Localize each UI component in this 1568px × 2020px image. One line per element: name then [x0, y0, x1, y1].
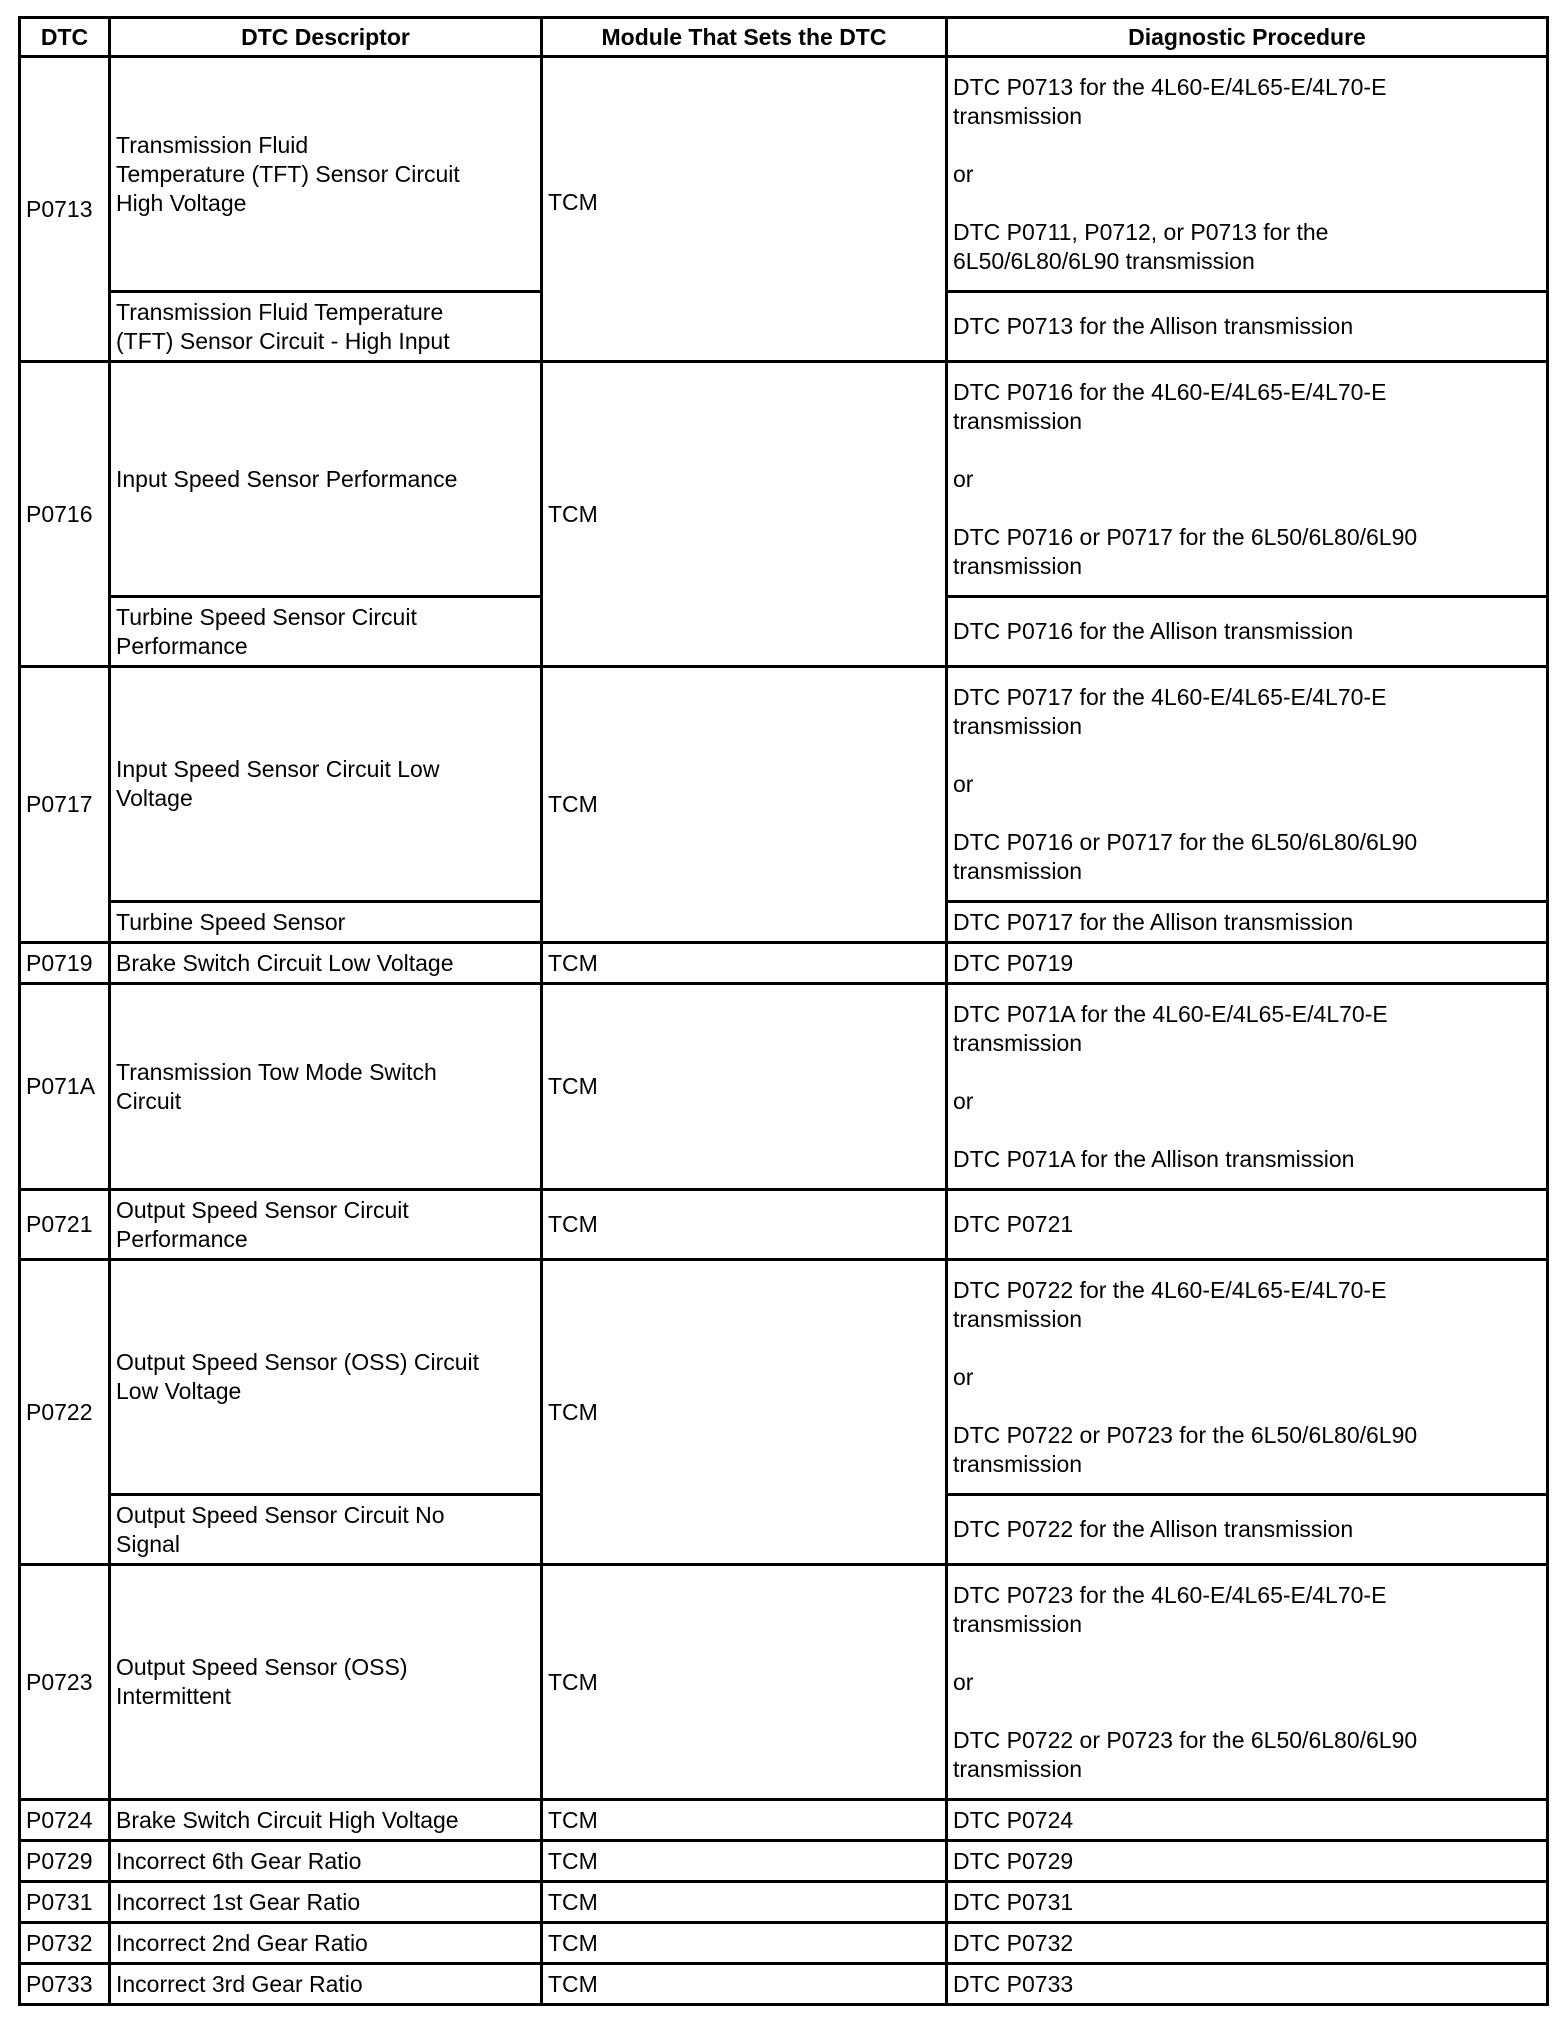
- dtc-code: P0732: [20, 1923, 110, 1964]
- module: TCM: [542, 667, 947, 943]
- dtc-code: P0717: [20, 667, 110, 943]
- dtc-code: P0713: [20, 57, 110, 362]
- header-dtc: DTC: [20, 18, 110, 57]
- module: TCM: [542, 1800, 947, 1841]
- diagnostic-procedure: DTC P0713 for the Allison transmission: [947, 292, 1548, 362]
- header-procedure: Diagnostic Procedure: [947, 18, 1548, 57]
- dtc-code: P0731: [20, 1882, 110, 1923]
- diagnostic-procedure: DTC P0729: [947, 1841, 1548, 1882]
- dtc-descriptor: Turbine Speed Sensor: [110, 902, 542, 943]
- diagnostic-procedure: DTC P0733: [947, 1964, 1548, 2005]
- table-row: [20, 1565, 1548, 1800]
- module: TCM: [542, 1190, 947, 1260]
- table-row: [20, 1841, 1548, 1882]
- dtc-descriptor: Transmission Fluid Temperature (TFT) Sensor Circuit - High Input: [110, 292, 542, 362]
- module: TCM: [542, 57, 947, 362]
- dtc-code: P0729: [20, 1841, 110, 1882]
- diagnostic-procedure: DTC P0719: [947, 943, 1548, 984]
- dtc-descriptor: Incorrect 3rd Gear Ratio: [110, 1964, 542, 2005]
- dtc-descriptor: Brake Switch Circuit Low Voltage: [110, 943, 542, 984]
- dtc-code: P0721: [20, 1190, 110, 1260]
- diagnostic-procedure: DTC P0723 for the 4L60-E/4L65-E/4L70-E transmission or DTC P0722 or P0723 for the 6L50/6L80/6L90 transmission: [947, 1565, 1548, 1800]
- diagnostic-procedure: DTC P0717 for the 4L60-E/4L65-E/4L70-E transmission or DTC P0716 or P0717 for the 6L50/6L80/6L90 transmission: [947, 667, 1548, 902]
- table-row: [20, 943, 1548, 984]
- table-row: [20, 667, 1548, 902]
- diagnostic-procedure: DTC P0724: [947, 1800, 1548, 1841]
- table-header-row: [20, 18, 1548, 57]
- module: TCM: [542, 943, 947, 984]
- module: TCM: [542, 362, 947, 667]
- table-row: [20, 1882, 1548, 1923]
- dtc-code: P0722: [20, 1260, 110, 1565]
- dtc-code: P0733: [20, 1964, 110, 2005]
- header-descriptor: DTC Descriptor: [110, 18, 542, 57]
- dtc-descriptor: Output Speed Sensor (OSS) Intermittent: [110, 1565, 542, 1800]
- module: TCM: [542, 1882, 947, 1923]
- dtc-descriptor: Turbine Speed Sensor Circuit Performance: [110, 597, 542, 667]
- table-row: [20, 362, 1548, 597]
- diagnostic-procedure: DTC P0722 for the Allison transmission: [947, 1495, 1548, 1565]
- diagnostic-procedure: DTC P0716 for the Allison transmission: [947, 597, 1548, 667]
- diagnostic-procedure: DTC P0713 for the 4L60-E/4L65-E/4L70-E transmission or DTC P0711, P0712, or P0713 for the 6L50/6L80/6L90 transmission: [947, 57, 1548, 292]
- dtc-descriptor: Input Speed Sensor Performance: [110, 362, 542, 597]
- dtc-code: P0723: [20, 1565, 110, 1800]
- table-row: [20, 1800, 1548, 1841]
- diagnostic-procedure: DTC P0722 for the 4L60-E/4L65-E/4L70-E transmission or DTC P0722 or P0723 for the 6L50/6L80/6L90 transmission: [947, 1260, 1548, 1495]
- module: TCM: [542, 1841, 947, 1882]
- header-module: Module That Sets the DTC: [542, 18, 947, 57]
- dtc-descriptor: Output Speed Sensor Circuit No Signal: [110, 1495, 542, 1565]
- dtc-descriptor: Brake Switch Circuit High Voltage: [110, 1800, 542, 1841]
- dtc-code: P0719: [20, 943, 110, 984]
- module: TCM: [542, 984, 947, 1190]
- dtc-descriptor: Incorrect 1st Gear Ratio: [110, 1882, 542, 1923]
- diagnostic-procedure: DTC P0716 for the 4L60-E/4L65-E/4L70-E transmission or DTC P0716 or P0717 for the 6L50/6L80/6L90 transmission: [947, 362, 1548, 597]
- module: TCM: [542, 1923, 947, 1964]
- module: TCM: [542, 1565, 947, 1800]
- table-row: [20, 984, 1548, 1190]
- dtc-descriptor: Incorrect 6th Gear Ratio: [110, 1841, 542, 1882]
- module: TCM: [542, 1964, 947, 2005]
- dtc-table: [18, 16, 1549, 2006]
- dtc-descriptor: Output Speed Sensor Circuit Performance: [110, 1190, 542, 1260]
- module: TCM: [542, 1260, 947, 1565]
- dtc-code: P071A: [20, 984, 110, 1190]
- dtc-code: P0716: [20, 362, 110, 667]
- dtc-descriptor: Transmission Fluid Temperature (TFT) Sensor Circuit High Voltage: [110, 57, 542, 292]
- diagnostic-procedure: DTC P071A for the 4L60-E/4L65-E/4L70-E transmission or DTC P071A for the Allison transmission: [947, 984, 1548, 1190]
- dtc-descriptor: Output Speed Sensor (OSS) Circuit Low Voltage: [110, 1260, 542, 1495]
- dtc-descriptor: Input Speed Sensor Circuit Low Voltage: [110, 667, 542, 902]
- diagnostic-procedure: DTC P0721: [947, 1190, 1548, 1260]
- diagnostic-procedure: DTC P0717 for the Allison transmission: [947, 902, 1548, 943]
- table-row: [20, 1964, 1548, 2005]
- dtc-descriptor: Transmission Tow Mode Switch Circuit: [110, 984, 542, 1190]
- diagnostic-procedure: DTC P0731: [947, 1882, 1548, 1923]
- table-row: [20, 1190, 1548, 1260]
- table-row: [20, 1260, 1548, 1495]
- table-row: [20, 57, 1548, 292]
- dtc-descriptor: Incorrect 2nd Gear Ratio: [110, 1923, 542, 1964]
- table-row: [20, 1923, 1548, 1964]
- diagnostic-procedure: DTC P0732: [947, 1923, 1548, 1964]
- dtc-code: P0724: [20, 1800, 110, 1841]
